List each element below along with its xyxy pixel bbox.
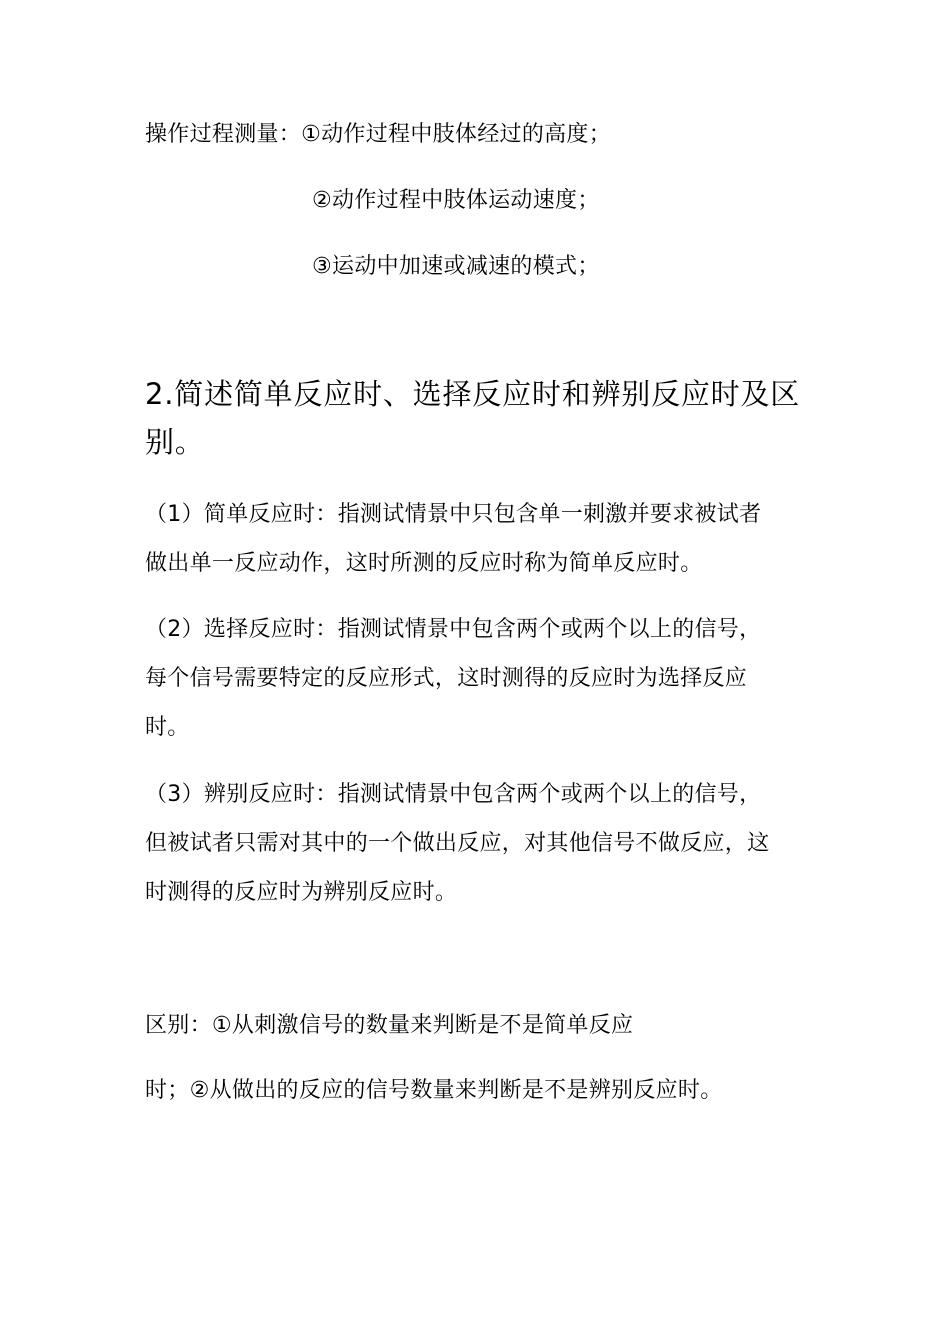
difference-line-1: 区别：①从刺激信号的数量来判断是不是简单反应 — [145, 1013, 634, 1038]
choice-reaction-line-1: （2）选择反应时：指测试情景中包含两个或两个以上的信号， — [145, 617, 762, 642]
discrimination-reaction-line-2: 但被试者只需对其中的一个做出反应，对其他信号不做反应，这 — [145, 831, 770, 856]
choice-reaction-line-3: 时。 — [145, 715, 190, 740]
discrimination-reaction-line-3: 时测得的反应时为辨别反应时。 — [145, 880, 458, 905]
simple-reaction-line-2: 做出单一反应动作，这时所测的反应时称为简单反应时。 — [145, 551, 703, 576]
operation-measure-line-2: ②动作过程中肢体运动速度； — [312, 188, 600, 213]
question-heading-line-2: 别。 — [145, 425, 205, 459]
choice-reaction-line-2: 每个信号需要特定的反应形式，这时测得的反应时为选择反应 — [145, 666, 748, 691]
simple-reaction-line-1: （1）简单反应时：指测试情景中只包含单一刺激并要求被试者 — [145, 502, 762, 527]
difference-line-2: 时；②从做出的反应的信号数量来判断是不是辨别反应时。 — [145, 1078, 723, 1103]
question-heading-line-1: 2.简述简单反应时、选择反应时和辨别反应时及区 — [145, 377, 801, 411]
operation-measure-line-1: 操作过程测量：①动作过程中肢体经过的高度； — [145, 122, 612, 147]
operation-measure-line-3: ③运动中加速或减速的模式； — [312, 254, 600, 279]
discrimination-reaction-line-1: （3）辨别反应时：指测试情景中包含两个或两个以上的信号， — [145, 782, 762, 807]
